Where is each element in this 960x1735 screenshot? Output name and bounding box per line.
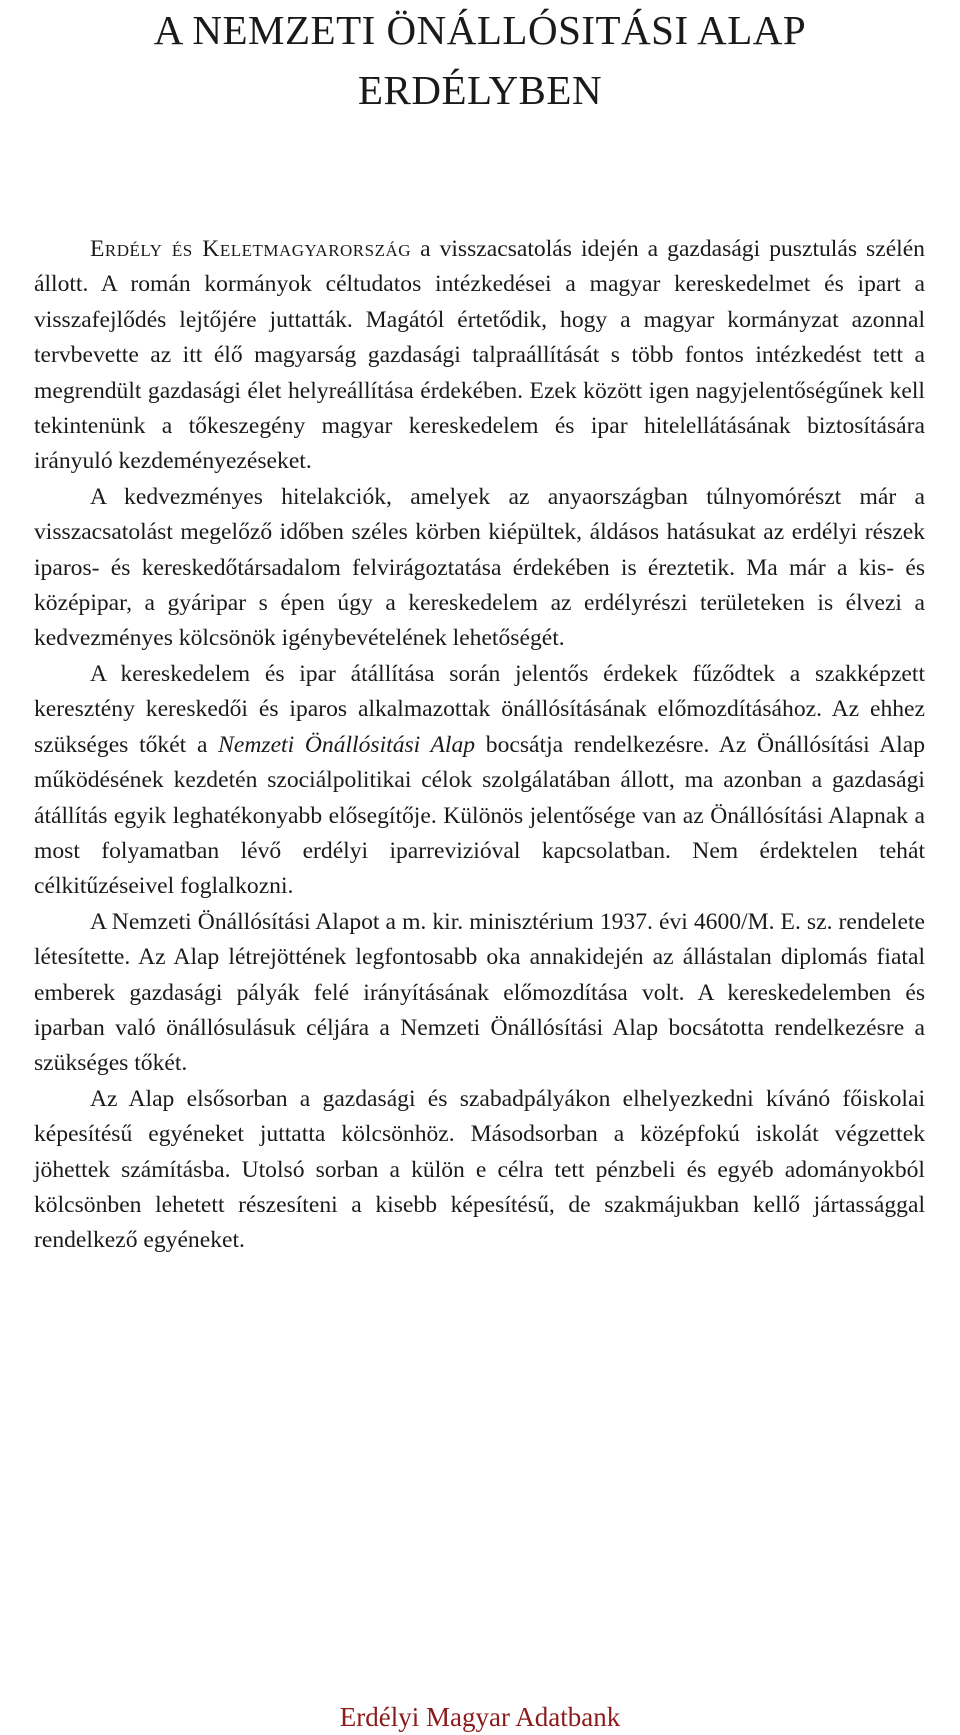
footer-source: Erdélyi Magyar Adatbank <box>339 1702 621 1732</box>
paragraph-5: Az Alap elsősorban a gazdasági és szabadpályákon elhelyezkedni kívánó főiskolai képesítésű egyéneket juttatta kölcsönhöz. Másodsorban a középfokú iskolát végzettek jöhettek számításba. Utolsó sorban a külön e célra tett pénzbeli és egyéb adományokból kölcsönben lehetett részesíteni a kisebb képesítésű, de szakmájukban kellő jártassággal rendelkező egyéneket. <box>34 1085 925 1254</box>
paragraph-1-text: a visszacsatolás idején a gazdasági pusztulás szélén állott. A román kormányok céltudatos intézkedései a magyar kereskedelmet és ipart a visszafejlődés lejtőjére juttatták. Magától értetődik, hogy a magyar kormányzat azonnal tervbevette az itt élő magyarság gazdasági talpraállítását s több fontos intézkedést tett a megrendült gazdasági élet helyreállítása érdekében. Ezek között igen nagyjelentőségűnek kell tekintenünk a tőkeszegény magyar kereskedelem és ipar hitelellátásának biztosítására irányuló kezdeményezéseket. <box>34 236 925 475</box>
article-body <box>34 232 925 1259</box>
paragraph-4: A Nemzeti Önállósítási Alapot a m. kir. minisztérium 1937. évi 4600/M. E. sz. rendelete létesítette. Az Alap létrejöttének legfontosabb oka annakidején az állástalan diplomás fiatal emberek gazdasági pályák felé irányításának előmozdítása volt. A kereskedelemben és iparban való önállósulásuk céljára a Nemzeti Önállósítási Alap bocsátotta rendelkezésre a szükséges tőkét. <box>34 908 925 1077</box>
paragraph-1-lead: Erdély és Keletmagyarország <box>90 236 412 262</box>
title-line-1: A NEMZETI ÖNÁLLÓSITÁSI ALAP <box>153 7 807 53</box>
paragraph-3-italic: Nemzeti Önállósitási Alap <box>218 731 476 758</box>
paragraph-3-text-after: bocsátja rendelkezésre. Az Önállósítási Alap működésének kezdetén szociálpolitikai célok szolgálatában állott, ma azonban a gazdasági átállítás egyik leghatékonyabb elősegítője. Különös jelentősége van az Önállósítási Alapnak a most folyamatban lévő erdélyi iparrevizióval kapcsolatban. Nem érdektelen tehát célkitűzéseivel foglalkozni. <box>34 731 925 900</box>
paragraph-3-text-before: A kereskedelem és ipar átállítása során jelentős érdekek fűződtek a szakképzett keresztény kereskedői és iparos alkalmazottak önállósításának előmozdításához. Az ehhez szükséges tőkét a <box>34 660 925 758</box>
paragraph-2: A kedvezményes hitelakciók, amelyek az anyaországban túlnyomórészt már a visszacsatolást megelőző időben széles körben kiépültek, áldásos hatásukat az erdélyi részek iparos- és kereskedőtársadalom felvirágoztatása érdekében is éreztetik. Ma már a kis- és középipar, a gyáripar s épen úgy a kereskedelem az erdélyrészi területeken is élvezi a kedvezményes kölcsönök igénybevételének lehetőségét. <box>34 483 925 652</box>
paragraph-3 <box>34 657 925 905</box>
paragraph-1 <box>34 232 925 480</box>
title-line-2: ERDÉLYBEN <box>357 67 603 113</box>
page-title <box>0 0 960 120</box>
